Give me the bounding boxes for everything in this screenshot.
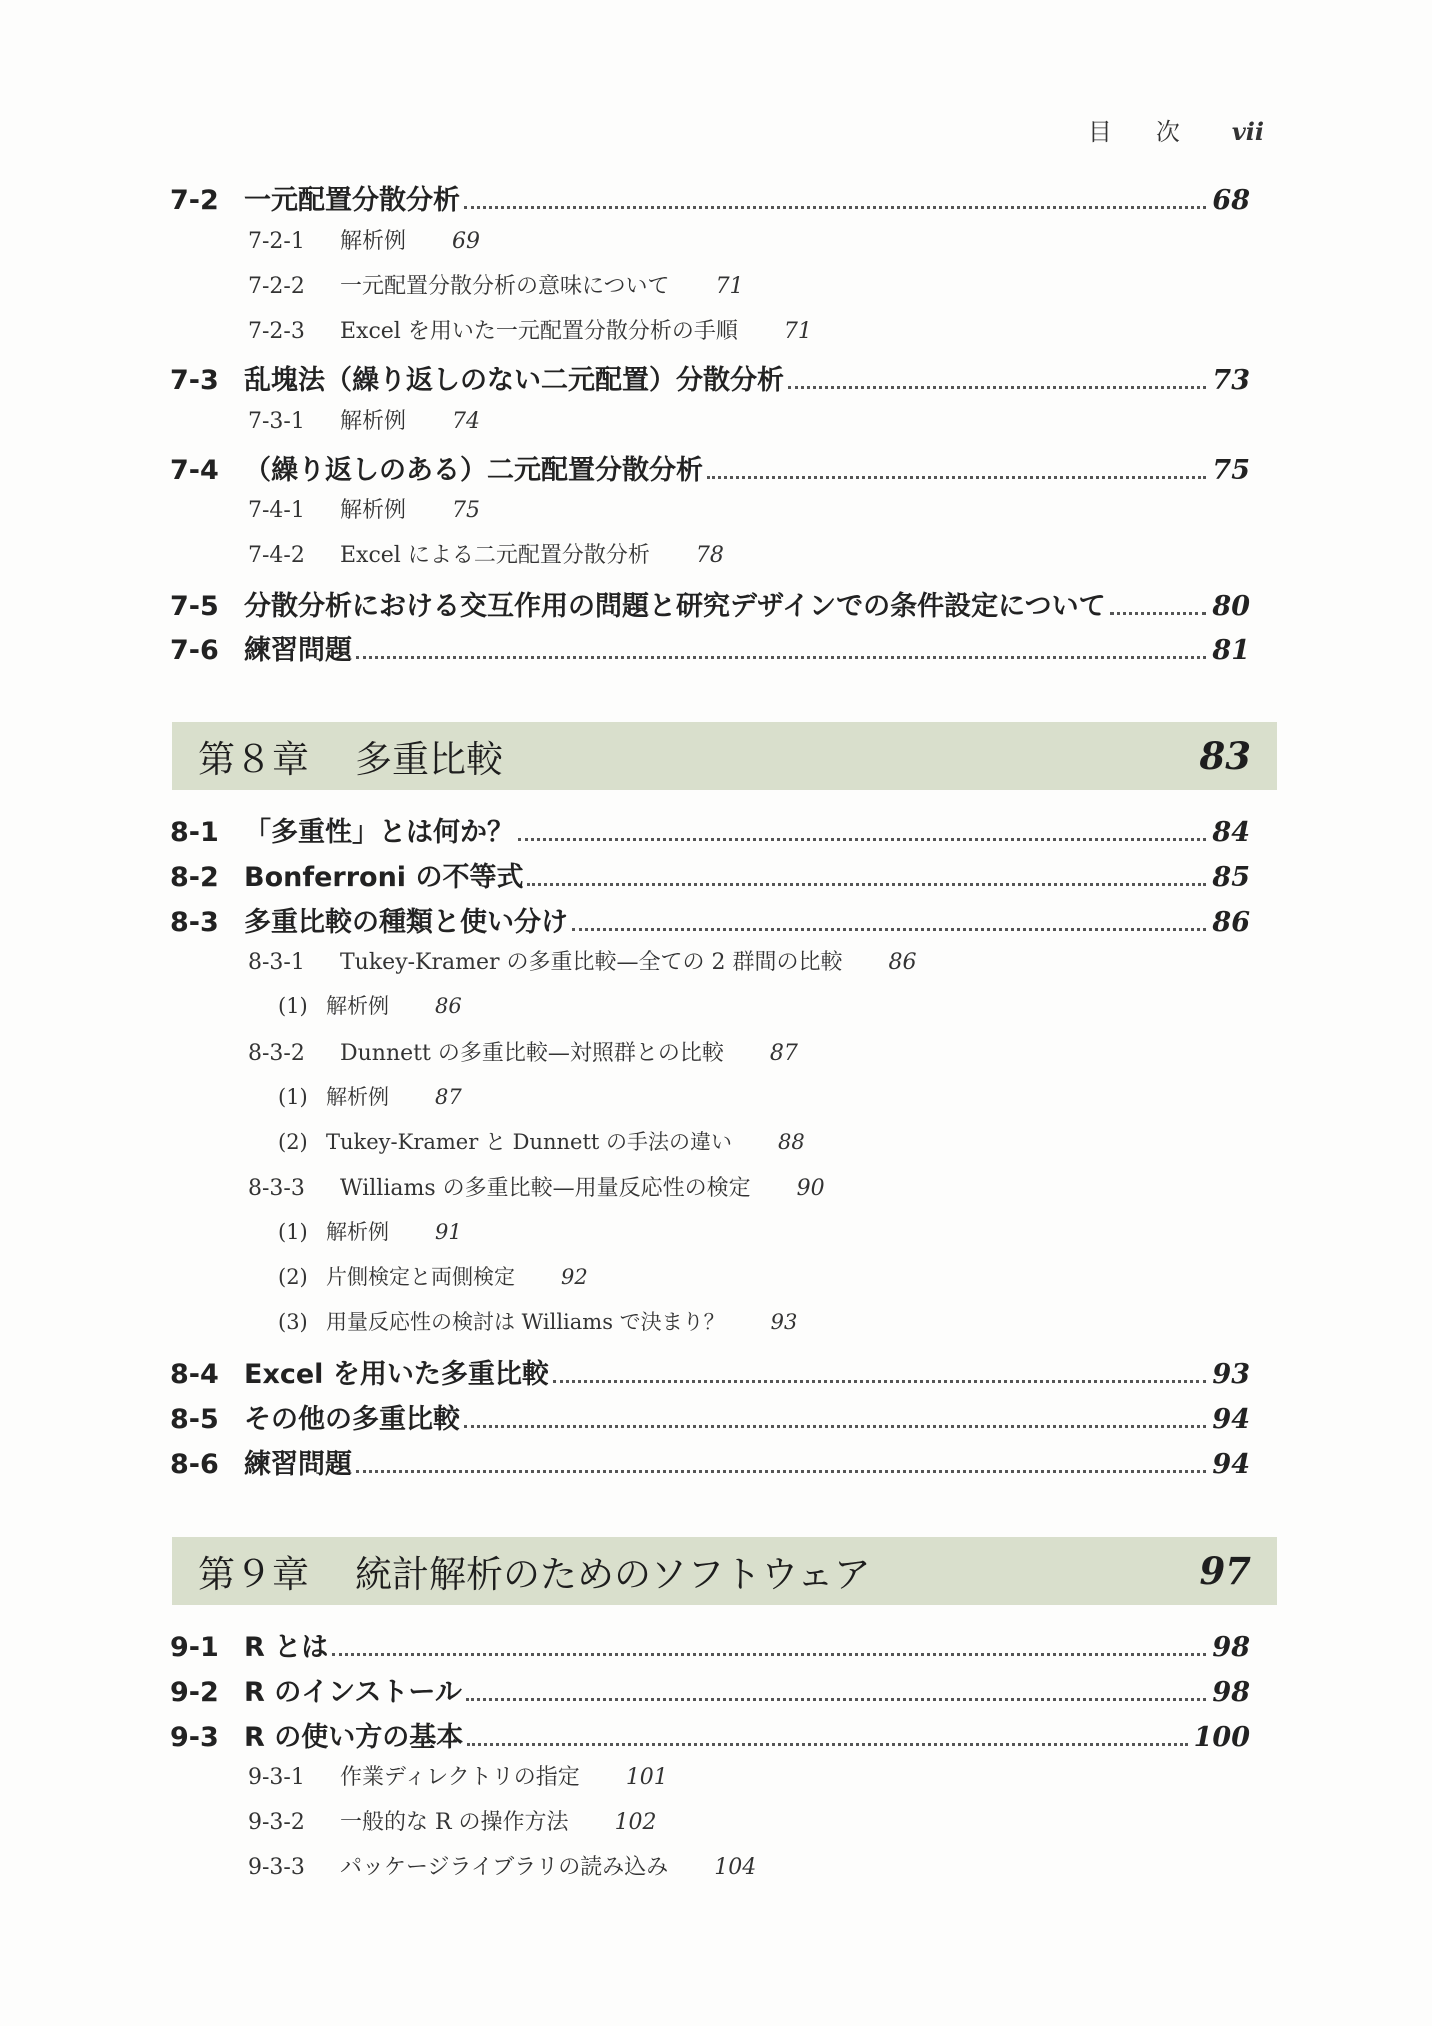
subsection-number: 7-2-1 [248, 229, 305, 254]
section-title: 練習問題 [244, 635, 352, 666]
dot-leader [466, 1698, 1207, 1701]
dot-leader [356, 1470, 1206, 1473]
subsection-number: 9-3-3 [248, 1855, 305, 1880]
subsection-number: 7-4-1 [248, 498, 305, 523]
section-page: 98 [1212, 1632, 1250, 1663]
running-header [1088, 112, 1264, 147]
section-number: 8-5 [170, 1404, 219, 1435]
subsection-number: (1) [278, 1220, 308, 1244]
subsection-number: (1) [278, 994, 308, 1018]
subsection-page: 92 [561, 1265, 588, 1289]
toc-entry [248, 493, 1328, 524]
dot-leader [788, 386, 1206, 389]
toc-entry [170, 1670, 1250, 1709]
subsection-page: 87 [769, 1041, 798, 1066]
toc-entry [170, 178, 1250, 217]
section-page: 94 [1212, 1449, 1250, 1480]
section-title: 一元配置分散分析 [244, 185, 460, 216]
section-page: 98 [1212, 1677, 1250, 1708]
section-number: 8-2 [170, 862, 219, 893]
subsection-number: 7-2-3 [248, 319, 305, 344]
dot-leader [467, 1743, 1187, 1746]
dot-leader [356, 656, 1206, 659]
toc-entry [278, 990, 1358, 1020]
section-number: 7-2 [170, 185, 219, 216]
subsection-page: 102 [614, 1810, 657, 1835]
toc-entry [170, 1442, 1250, 1481]
subsection-number: (3) [278, 1310, 308, 1334]
subsection-title: 用量反応性の検討は Williams で決まり？ [326, 1310, 725, 1334]
subsection-title: 片側検定と両側検定 [326, 1265, 515, 1289]
section-number: 9-2 [170, 1677, 219, 1708]
toc-entry [248, 538, 1328, 569]
toc-entry [278, 1261, 1358, 1291]
subsection-title: 解析例 [326, 994, 389, 1018]
subsection-page: 86 [435, 994, 462, 1018]
subsection-page: 74 [452, 409, 481, 434]
subsection-page: 88 [778, 1130, 805, 1154]
section-page: 86 [1212, 907, 1250, 938]
toc-entry [170, 1397, 1250, 1436]
subsection-title: Tukey-Kramer の多重比較—全ての 2 群間の比較 [340, 950, 843, 975]
section-title: 分散分析における交互作用の問題と研究デザインでの条件設定について [244, 591, 1106, 622]
toc-entry [248, 1760, 1328, 1791]
toc-entry [170, 1715, 1250, 1754]
section-title: 練習問題 [244, 1449, 352, 1480]
section-number: 7-3 [170, 365, 219, 396]
subsection-number: (1) [278, 1085, 308, 1109]
subsection-title: パッケージライブラリの読み込み [340, 1855, 669, 1880]
subsection-number: 8-3-2 [248, 1041, 305, 1066]
subsection-title: 作業ディレクトリの指定 [340, 1765, 580, 1790]
subsection-page: 87 [435, 1085, 462, 1109]
toc-entry [278, 1216, 1358, 1246]
toc-entry [248, 314, 1328, 345]
subsection-title: Excel を用いた一元配置分散分析の手順 [340, 319, 738, 344]
toc-entry [278, 1306, 1358, 1336]
toc-entry [278, 1081, 1358, 1111]
subsection-page: 71 [715, 274, 744, 299]
subsection-title: 解析例 [326, 1220, 389, 1244]
section-number: 8-1 [170, 817, 219, 848]
section-number: 7-5 [170, 591, 219, 622]
section-number: 8-4 [170, 1359, 219, 1390]
section-page: 84 [1212, 817, 1250, 848]
section-number: 7-4 [170, 455, 219, 486]
section-page: 68 [1212, 185, 1250, 216]
chapter-page: 83 [1199, 734, 1251, 778]
subsection-page: 86 [888, 950, 917, 975]
chapter-number: 第８章 [198, 738, 309, 781]
subsection-title: 解析例 [326, 1085, 389, 1109]
subsection-page: 69 [452, 229, 481, 254]
chapter-number: 第９章 [198, 1553, 309, 1596]
chapter-title [198, 1544, 871, 1598]
dot-leader [707, 476, 1206, 479]
section-number: 8-6 [170, 1449, 219, 1480]
subsection-number: 9-3-2 [248, 1810, 305, 1835]
toc-entry [170, 1625, 1250, 1664]
section-page: 100 [1193, 1722, 1250, 1753]
section-title: 多重比較の種類と使い分け [244, 907, 568, 938]
section-number: 9-1 [170, 1632, 219, 1663]
subsection-title: 解析例 [340, 498, 407, 523]
subsection-title: Tukey-Kramer と Dunnett の手法の違い [326, 1130, 733, 1154]
subsection-number: 7-3-1 [248, 409, 305, 434]
section-title: その他の多重比較 [244, 1404, 460, 1435]
subsection-number: 7-4-2 [248, 543, 305, 568]
section-number: 9-3 [170, 1722, 219, 1753]
section-number: 8-3 [170, 907, 219, 938]
toc-entry [248, 1036, 1328, 1067]
subsection-title: Excel による二元配置分散分析 [340, 543, 650, 568]
section-page: 73 [1212, 365, 1250, 396]
toc-entry [170, 810, 1250, 849]
subsection-page: 90 [796, 1176, 825, 1201]
section-page: 81 [1212, 635, 1250, 666]
subsection-number: 8-3-3 [248, 1176, 305, 1201]
toc-entry [170, 855, 1250, 894]
toc-entry [248, 404, 1328, 435]
section-page: 75 [1212, 455, 1250, 486]
subsection-title: 一般的な R の操作方法 [340, 1810, 569, 1835]
toc-entry [248, 1850, 1328, 1881]
dot-leader [553, 1380, 1207, 1383]
section-title: Excel を用いた多重比較 [244, 1359, 549, 1390]
header-word-1: 目 [1087, 118, 1112, 146]
dot-leader [332, 1653, 1206, 1656]
section-title: R とは [244, 1632, 329, 1663]
subsection-title: 一元配置分散分析の意味について [340, 274, 670, 299]
toc-entry [170, 584, 1250, 623]
chapter-page: 97 [1199, 1549, 1251, 1593]
dot-leader [572, 928, 1206, 931]
subsection-page: 75 [452, 498, 481, 523]
section-title: 乱塊法（繰り返しのない二元配置）分散分析 [244, 365, 784, 396]
subsection-page: 78 [695, 543, 724, 568]
subsection-title: Williams の多重比較—用量反応性の検定 [340, 1176, 751, 1201]
chapter-name: 多重比較 [355, 738, 503, 781]
section-number: 7-6 [170, 635, 219, 666]
dot-leader [527, 883, 1206, 886]
dot-leader [464, 1425, 1206, 1428]
toc-entry [278, 1126, 1358, 1156]
toc-entry [170, 358, 1250, 397]
toc-entry [248, 1805, 1328, 1836]
chapter-heading [172, 1537, 1277, 1605]
toc-entry [248, 269, 1328, 300]
subsection-number: (2) [278, 1265, 308, 1289]
chapter-name: 統計解析のためのソフトウェア [355, 1553, 871, 1596]
section-title: （繰り返しのある）二元配置分散分析 [244, 455, 703, 486]
section-title: 「多重性」とは何か？ [244, 817, 514, 848]
subsection-number: 7-2-2 [248, 274, 305, 299]
toc-entry [170, 900, 1250, 939]
section-title: R のインストール [244, 1677, 462, 1708]
toc-entry [248, 1171, 1328, 1202]
subsection-number: (2) [278, 1130, 308, 1154]
section-page: 94 [1212, 1404, 1250, 1435]
toc-entry [170, 628, 1250, 667]
dot-leader [464, 206, 1206, 209]
subsection-page: 101 [625, 1765, 668, 1790]
section-page: 80 [1212, 591, 1250, 622]
toc-entry [170, 1352, 1250, 1391]
subsection-page: 91 [435, 1220, 462, 1244]
section-page: 93 [1212, 1359, 1250, 1390]
section-title: Bonferroni の不等式 [244, 862, 524, 893]
header-page-number: vii [1231, 117, 1264, 146]
subsection-title: 解析例 [340, 409, 407, 434]
subsection-title: Dunnett の多重比較—対照群との比較 [340, 1041, 724, 1066]
subsection-number: 9-3-1 [248, 1765, 305, 1790]
section-page: 85 [1212, 862, 1250, 893]
chapter-heading [172, 722, 1277, 790]
chapter-title [198, 729, 503, 783]
toc-entry [248, 224, 1328, 255]
subsection-page: 71 [783, 319, 812, 344]
subsection-page: 104 [714, 1855, 757, 1880]
header-word-2: 次 [1155, 118, 1180, 146]
dot-leader [518, 838, 1206, 841]
section-title: R の使い方の基本 [244, 1722, 464, 1753]
subsection-number: 8-3-1 [248, 950, 305, 975]
subsection-title: 解析例 [340, 229, 407, 254]
dot-leader [1110, 612, 1207, 615]
toc-entry [170, 448, 1250, 487]
subsection-page: 93 [770, 1310, 798, 1334]
toc-entry [248, 945, 1328, 976]
